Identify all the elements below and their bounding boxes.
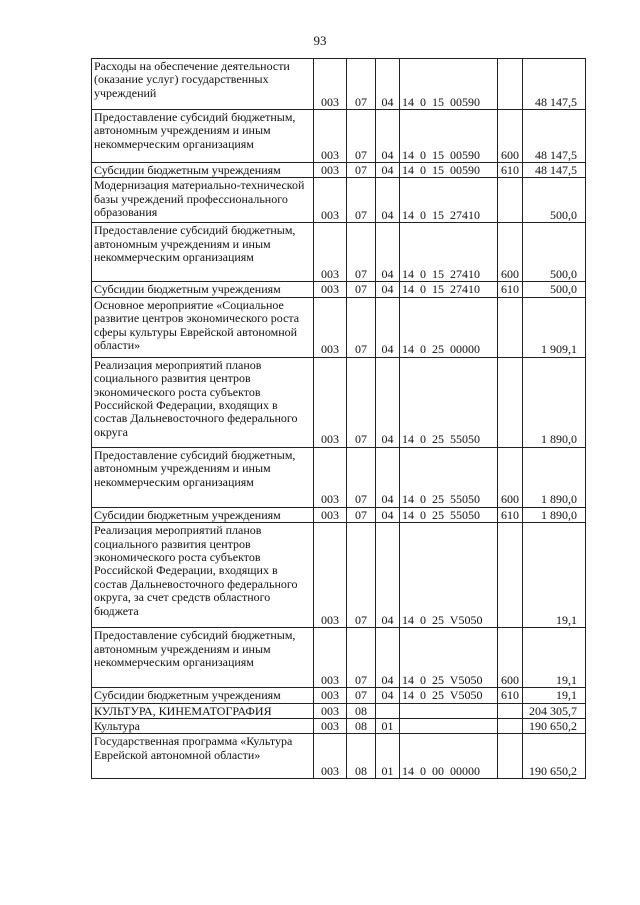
ministry-code: 003 — [314, 223, 347, 282]
subsection-code: 04 — [376, 688, 400, 703]
row-name: Субсидии бюджетным учреждениям — [92, 163, 314, 178]
amount: 500,0 — [523, 282, 586, 297]
amount: 19,1 — [523, 688, 586, 703]
ministry-code: 003 — [314, 734, 347, 779]
subsection-code: 04 — [376, 447, 400, 507]
expense-type: 600 — [498, 628, 523, 688]
target-article: 14 0 25 55050 — [400, 357, 498, 447]
table-row — [92, 628, 586, 688]
subsection-code: 04 — [376, 178, 400, 223]
expense-type — [498, 297, 523, 357]
row-name: КУЛЬТУРА, КИНЕМАТОГРАФИЯ — [92, 703, 314, 718]
ministry-code: 003 — [314, 447, 347, 507]
subsection-code: 01 — [376, 719, 400, 734]
section-code: 07 — [347, 447, 376, 507]
expense-type: 610 — [498, 163, 523, 178]
budget-table — [91, 58, 586, 779]
expense-type: 600 — [498, 110, 523, 163]
section-code: 08 — [347, 703, 376, 718]
row-name: Субсидии бюджетным учреждениям — [92, 282, 314, 297]
ministry-code: 003 — [314, 178, 347, 223]
row-name: Предоставление субсидий бюджетным, автономным учреждениям и иным некоммерческим организациям — [92, 628, 314, 688]
table-body — [92, 59, 586, 779]
section-code: 07 — [347, 59, 376, 110]
target-article — [400, 703, 498, 718]
target-article — [400, 719, 498, 734]
table-row — [92, 297, 586, 357]
table-row — [92, 357, 586, 447]
row-name: Основное мероприятие «Социальное развитие центров экономического роста сферы культуры Еврейской автономной области» — [92, 297, 314, 357]
section-code: 07 — [347, 110, 376, 163]
ministry-code: 003 — [314, 719, 347, 734]
ministry-code: 003 — [314, 110, 347, 163]
table-row — [92, 688, 586, 703]
subsection-code: 04 — [376, 282, 400, 297]
amount: 48 147,5 — [523, 163, 586, 178]
target-article: 14 0 25 V5050 — [400, 523, 498, 628]
subsection-code: 04 — [376, 357, 400, 447]
target-article: 14 0 15 27410 — [400, 223, 498, 282]
expense-type — [498, 719, 523, 734]
subsection-code — [376, 703, 400, 718]
target-article: 14 0 15 27410 — [400, 282, 498, 297]
expense-type — [498, 357, 523, 447]
amount: 500,0 — [523, 223, 586, 282]
amount: 204 305,7 — [523, 703, 586, 718]
amount: 1 890,0 — [523, 447, 586, 507]
subsection-code: 04 — [376, 507, 400, 522]
section-code: 07 — [347, 163, 376, 178]
expense-type — [498, 178, 523, 223]
target-article: 14 0 25 V5050 — [400, 688, 498, 703]
table-row — [92, 734, 586, 779]
row-name: Субсидии бюджетным учреждениям — [92, 688, 314, 703]
target-article: 14 0 00 00000 — [400, 734, 498, 779]
expense-type: 600 — [498, 223, 523, 282]
amount: 19,1 — [523, 628, 586, 688]
row-name: Реализация мероприятий планов социального развития центров экономического роста субъектов Российской Федерации, входящих в состав Дальневосточного федерального округа, за счет средств областного бюджета — [92, 523, 314, 628]
table-row — [92, 447, 586, 507]
amount: 19,1 — [523, 523, 586, 628]
row-name: Предоставление субсидий бюджетным, автономным учреждениям и иным некоммерческим организациям — [92, 110, 314, 163]
expense-type — [498, 734, 523, 779]
row-name: Реализация мероприятий планов социального развития центров экономического роста субъектов Российской Федерации, входящих в состав Дальневосточного федерального округа — [92, 357, 314, 447]
section-code: 07 — [347, 357, 376, 447]
ministry-code: 003 — [314, 628, 347, 688]
row-name: Государственная программа «Культура Еврейской автономной области» — [92, 734, 314, 779]
amount: 500,0 — [523, 178, 586, 223]
row-name: Расходы на обеспечение деятельности (оказание услуг) государственных учреждений — [92, 59, 314, 110]
row-name: Культура — [92, 719, 314, 734]
table-row — [92, 110, 586, 163]
expense-type: 600 — [498, 447, 523, 507]
table-row — [92, 703, 586, 718]
section-code: 08 — [347, 719, 376, 734]
ministry-code: 003 — [314, 59, 347, 110]
ministry-code: 003 — [314, 163, 347, 178]
ministry-code: 003 — [314, 688, 347, 703]
row-name: Субсидии бюджетным учреждениям — [92, 507, 314, 522]
row-name: Предоставление субсидий бюджетным, автономным учреждениям и иным некоммерческим организациям — [92, 447, 314, 507]
expense-type: 610 — [498, 507, 523, 522]
target-article: 14 0 15 00590 — [400, 59, 498, 110]
table-row — [92, 163, 586, 178]
ministry-code: 003 — [314, 703, 347, 718]
target-article: 14 0 15 00590 — [400, 163, 498, 178]
table-row — [92, 178, 586, 223]
expense-type — [498, 59, 523, 110]
subsection-code: 04 — [376, 297, 400, 357]
table-row — [92, 282, 586, 297]
subsection-code: 04 — [376, 628, 400, 688]
target-article: 14 0 15 00590 — [400, 110, 498, 163]
target-article: 14 0 25 55050 — [400, 507, 498, 522]
section-code: 07 — [347, 628, 376, 688]
subsection-code: 04 — [376, 223, 400, 282]
section-code: 07 — [347, 688, 376, 703]
expense-type — [498, 523, 523, 628]
row-name: Модернизация материально-технической базы учреждений профессионального образования — [92, 178, 314, 223]
ministry-code: 003 — [314, 507, 347, 522]
table-row — [92, 719, 586, 734]
expense-type — [498, 703, 523, 718]
ministry-code: 003 — [314, 357, 347, 447]
amount: 1 909,1 — [523, 297, 586, 357]
table-row — [92, 59, 586, 110]
target-article: 14 0 15 27410 — [400, 178, 498, 223]
subsection-code: 04 — [376, 59, 400, 110]
expense-type: 610 — [498, 688, 523, 703]
section-code: 07 — [347, 297, 376, 357]
section-code: 07 — [347, 282, 376, 297]
table-row — [92, 523, 586, 628]
target-article: 14 0 25 V5050 — [400, 628, 498, 688]
expense-type: 610 — [498, 282, 523, 297]
amount: 48 147,5 — [523, 59, 586, 110]
subsection-code: 01 — [376, 734, 400, 779]
table-row — [92, 507, 586, 522]
subsection-code: 04 — [376, 163, 400, 178]
section-code: 07 — [347, 223, 376, 282]
row-name: Предоставление субсидий бюджетным, автономным учреждениям и иным некоммерческим организациям — [92, 223, 314, 282]
subsection-code: 04 — [376, 110, 400, 163]
target-article: 14 0 25 00000 — [400, 297, 498, 357]
amount: 1 890,0 — [523, 357, 586, 447]
section-code: 07 — [347, 507, 376, 522]
ministry-code: 003 — [314, 297, 347, 357]
section-code: 07 — [347, 523, 376, 628]
amount: 1 890,0 — [523, 507, 586, 522]
section-code: 07 — [347, 178, 376, 223]
amount: 190 650,2 — [523, 719, 586, 734]
ministry-code: 003 — [314, 523, 347, 628]
ministry-code: 003 — [314, 282, 347, 297]
page-number: 93 — [313, 33, 327, 48]
amount: 190 650,2 — [523, 734, 586, 779]
subsection-code: 04 — [376, 523, 400, 628]
table-row — [92, 223, 586, 282]
section-code: 08 — [347, 734, 376, 779]
target-article: 14 0 25 55050 — [400, 447, 498, 507]
amount: 48 147,5 — [523, 110, 586, 163]
